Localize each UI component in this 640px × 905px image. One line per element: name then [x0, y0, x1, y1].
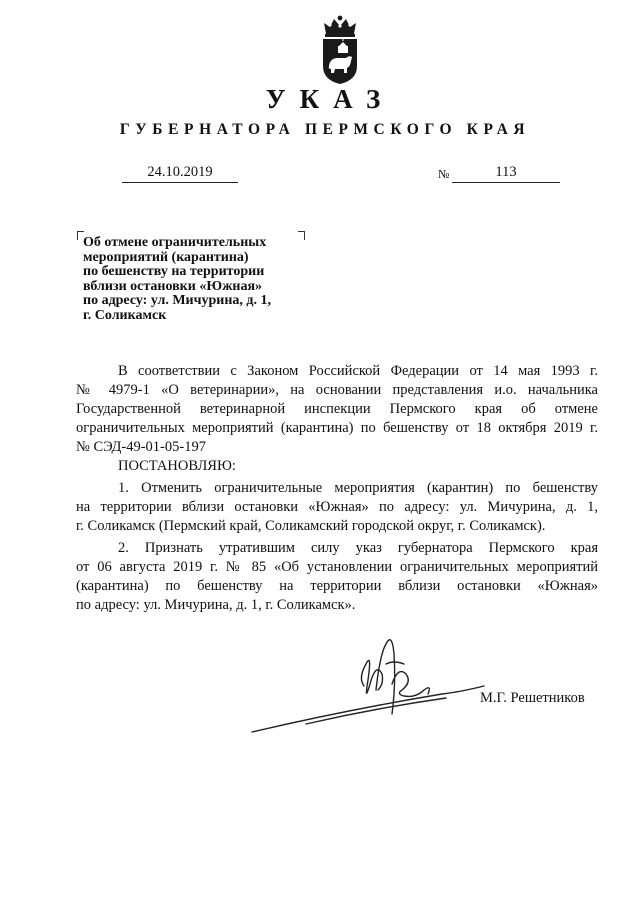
item-1-line: 1. Отменить ограничительные мероприятия (карантин) по бешенству [118, 480, 598, 496]
item-1-line: на территории вблизи остановки «Южная» по адресу: ул. Мичурина, д. 1, [76, 499, 598, 515]
preamble-line: В соответствии с Законом Российской Федерации от 14 мая 1993 г. [118, 363, 598, 379]
item-1-line: г. Соликамск (Пермский край, Соликамский городской округ, г. Соликамск). [76, 518, 546, 534]
preamble-line: № СЭД-49-01-05-197 [76, 439, 206, 455]
document-title: УКАЗ [265, 84, 395, 114]
preamble-line: Государственной ветеринарной инспекции Пермского края об отмене [76, 401, 598, 417]
subject-line: вблизи остановки «Южная» [83, 278, 263, 294]
document-issuer: ГУБЕРНАТОРА ПЕРМСКОГО КРАЯ [119, 121, 531, 138]
handwritten-signature-icon [246, 624, 486, 736]
number-sign-label: № [438, 167, 450, 181]
signer-name: М.Г. Решетников [480, 690, 585, 706]
subject-line: мероприятий (карантина) [83, 249, 249, 265]
item-2-line: (карантина) по бешенству на территории вблизи остановки «Южная» [76, 578, 598, 594]
preamble-line: № 4979-1 «О ветеринарии», на основании представления и.о. начальника [76, 382, 598, 398]
subject-line: по адресу: ул. Мичурина, д. 1, [83, 293, 272, 309]
subject-line: по бешенству на территории [83, 264, 265, 280]
decree-word: ПОСТАНОВЛЯЮ: [118, 458, 236, 474]
document-number: 113 [452, 163, 560, 183]
document-date: 24.10.2019 [122, 163, 238, 183]
item-2-line: 2. Признать утратившим силу указ губернатора Пермского края [118, 540, 598, 556]
item-2-line: по адресу: ул. Мичурина, д. 1, г. Соликамск». [76, 597, 356, 613]
subject-line: г. Соликамск [83, 307, 167, 323]
preamble-line: ограничительных мероприятий (карантина) по бешенству от 18 октября 2019 г. [76, 420, 598, 436]
subject-line: Об отмене ограничительных [83, 235, 267, 250]
perm-krai-coat-of-arms-icon [318, 14, 362, 86]
document-subject [83, 236, 303, 324]
item-2-line: от 06 августа 2019 г. № 85 «Об установлении ограничительных мероприятий [76, 559, 598, 575]
